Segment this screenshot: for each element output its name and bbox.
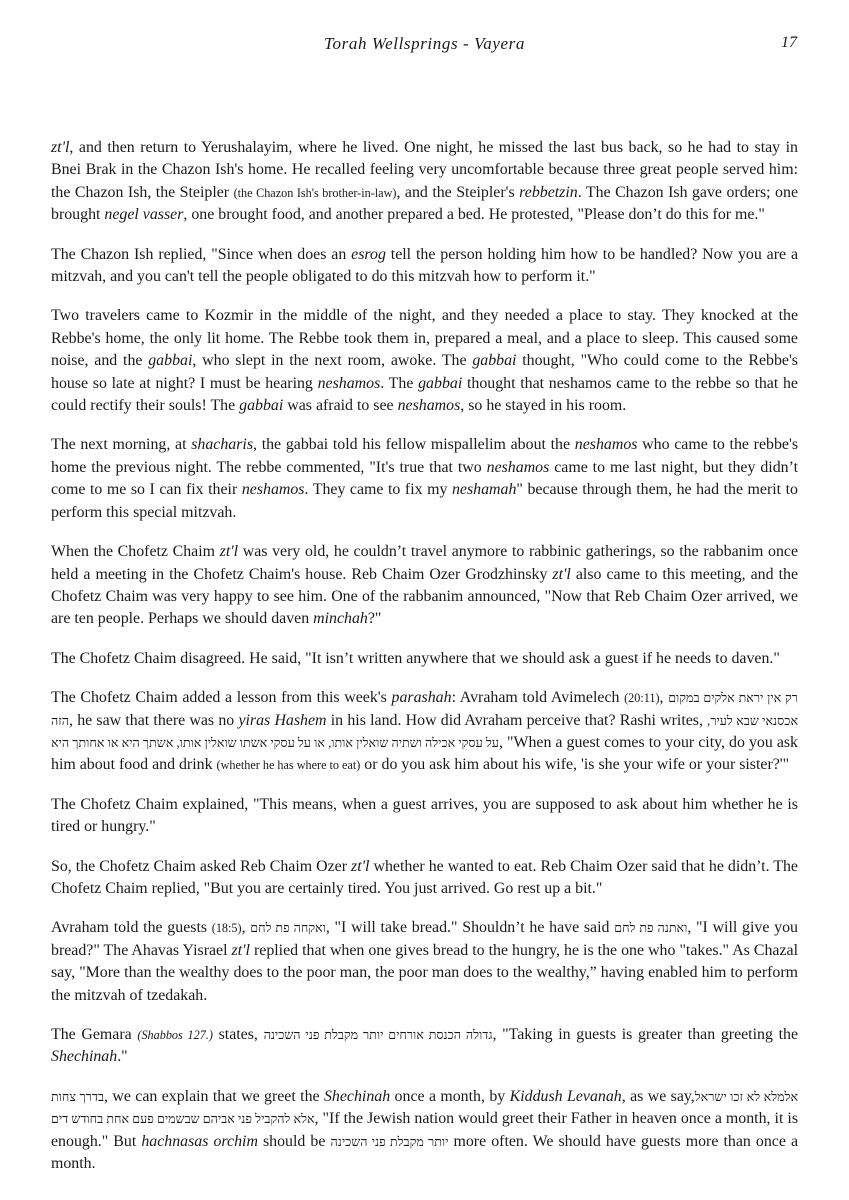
italic-term: minchah	[313, 610, 368, 628]
paragraph	[51, 137, 798, 227]
text-run: thought that neshamos came to the rebbe so that he could rectify their souls! The	[51, 374, 798, 415]
text-run: , he saw that there was no	[69, 711, 239, 729]
text-run: , who slept in the next room, awoke. The	[192, 352, 473, 370]
italic-term: Shechinah	[51, 1048, 118, 1066]
text-run: Two travelers came to Kozmir in the middle of the night, and they needed a place to stay. They knocked at the Rebbe's home, the only lit home. The Rebbe took them in, prepared a meal, and a place to sleep. This caused some noise, and the	[51, 307, 798, 370]
paragraph	[51, 434, 798, 524]
paragraph	[51, 1086, 798, 1176]
text-run: tell the person holding him how to be handled? Now you are a mitzvah, and you can't tell the people obligated to do this mitzvah how to perform it."	[51, 245, 799, 286]
text-run: was afraid to see	[283, 397, 398, 415]
text-run: The Chofetz Chaim disagreed. He said, "It isn’t written anywhere that we should ask a guest if he needs to daven."	[51, 649, 780, 667]
italic-term: gabbai	[239, 397, 284, 415]
italic-term: zt'l	[351, 857, 370, 875]
hebrew-quote: גדולה הכנסת אורחים יותר מקבלת פני השכינה	[263, 1028, 493, 1042]
italic-term: hachnasas orchim	[141, 1132, 258, 1150]
citation: (18:5)	[211, 921, 242, 936]
text-run: , "If the Jewish nation would greet their Father in heaven once a month, it is enough." But	[51, 1110, 799, 1150]
paragraph	[51, 856, 798, 901]
text-run: : Avraham told Avimelech	[451, 689, 625, 707]
hebrew-quote: אכסנאי שבא לעיר, על עסקי אכילה ושתיה שואלין אותו, או על עסקי אשתו שואלין אותו, אשתך היא או אחותך היא	[51, 713, 798, 750]
paragraph	[51, 794, 798, 839]
paragraph	[51, 917, 798, 1007]
text-run: should be	[257, 1132, 331, 1150]
text-run: , so he stayed in his room.	[460, 397, 627, 415]
text-run: once a month, by	[390, 1087, 510, 1105]
italic-term: Kiddush Levanah	[509, 1087, 622, 1105]
italic-term: zt'l	[552, 565, 571, 583]
text-run: . The Chazon Ish gave orders; one brought	[51, 183, 799, 224]
text-run: The Chofetz Chaim explained, "This means, when a guest arrives, you are supposed to ask about him whether he is tired or hungry."	[51, 795, 798, 836]
italic-term: neshamos	[397, 397, 461, 415]
italic-term: negel vasser	[104, 206, 184, 224]
text-run: in his land. How did Avraham perceive that? Rashi writes,	[326, 711, 708, 729]
text-run: ,	[659, 689, 669, 707]
text-run: The next morning, at	[51, 436, 192, 454]
text-run: , and the Steipler's	[396, 183, 520, 201]
hebrew-quote: רק אין יראת אלקים במקום הזה	[51, 691, 798, 728]
citation: (20:11)	[624, 691, 660, 706]
italic-term: zt'l	[219, 543, 239, 561]
text-run: came to me last night, but they didn’t come to me so I can fix their	[51, 458, 798, 499]
hebrew-quote: ואקחה פת לחם	[250, 921, 326, 936]
text-run: . The	[380, 374, 419, 392]
text-run: was very old, he couldn’t travel anymore to rabbinic gatherings, so the rabbanim once held a meeting in the Chofetz Chaim's house. Reb Chaim Ozer Grodzhinsky	[51, 543, 798, 583]
text-run: also came to this meeting, and the Chofetz Chaim was very happy to see him. One of the rabbanim announced, "Now that Reb Chaim Ozer arrived, we are ten people. Perhaps we should daven	[51, 565, 798, 628]
italic-term: esrog	[351, 245, 386, 263]
hebrew-quote: ואתנה פת לחם	[614, 921, 688, 936]
text-run: The Gemara	[51, 1026, 138, 1043]
text-run: , "When a guest comes to your city, do you ask him about food and drink	[51, 733, 799, 774]
citation: (Shabbos 127.)	[137, 1028, 213, 1042]
italic-term: neshamah	[451, 481, 517, 499]
italic-term: zt'l	[51, 139, 70, 156]
text-run: , "I will take bread." Shouldn’t he have said	[325, 919, 615, 937]
text-run: The Chofetz Chaim added a lesson from this week's	[51, 689, 392, 707]
page-header	[0, 34, 849, 58]
text-run: or do you ask him about his wife, 'is she your wife or your sister?'"	[360, 756, 790, 774]
text-run: thought, "Who could come to the Rebbe's house so late at night? I must be hearing	[51, 352, 798, 392]
italic-term: gabbai	[148, 352, 193, 370]
paragraph	[51, 244, 798, 289]
text-run: ,	[241, 919, 251, 937]
paragraph	[51, 687, 798, 777]
text-run: , "Taking in guests is greater than greeting the	[492, 1026, 799, 1043]
text-run: , and then return to Yerushalayim, where he lived. One night, he missed the last bus back, so he had to stay in Bnei Brak in the Chazon Ish's home. He recalled feeling very uncomfortable because three great people served him: the Chazon Ish, the Steipler	[51, 139, 798, 201]
paragraph	[51, 648, 798, 670]
text-run: more often. We should have guests more than once a month.	[51, 1132, 798, 1173]
paragraph	[51, 541, 798, 631]
hebrew-quote: בדרך צחות	[51, 1089, 105, 1104]
text-run: The Chazon Ish replied, "Since when does an	[51, 245, 352, 263]
italic-term: zt'l	[231, 941, 250, 959]
text-run: whether he wanted to eat. Reb Chaim Ozer said that he didn’t. The Chofetz Chaim replied, "But you are certainly tired. You just arrived. Go rest up a bit."	[51, 857, 798, 897]
text-run: states,	[212, 1026, 264, 1043]
italic-term: neshamos	[574, 436, 638, 454]
hebrew-quote: יותר מקבלת פני השכינה	[330, 1134, 449, 1149]
text-run: , one brought food, and another prepared a bed. He protested, "Please don’t do this for me."	[183, 206, 765, 224]
text-run: replied that when one gives bread to the hungry, he is the one who "takes." As Chazal say, "More than the wealthy does to the poor man, the poor man does to the wealthy,” having enabled him to perform the mitzvah of tzedakah.	[51, 941, 798, 1004]
text-run: , "I will give you bread?" The Ahavas Yisrael	[51, 919, 798, 959]
running-title: Torah Wellsprings - Vayera	[324, 34, 525, 53]
italic-term: Shechinah	[323, 1087, 391, 1105]
italic-term: rebbetzin	[519, 183, 578, 201]
text-run: , as we say,	[621, 1087, 695, 1105]
text-run: " because through them, he had the merit to perform this special mitzvah.	[51, 481, 799, 521]
citation: (the Chazon Ish's brother-in-law)	[233, 185, 397, 200]
paragraph	[51, 305, 798, 417]
text-run: . They came to fix my	[304, 481, 452, 499]
text-run: Avraham told the guests	[51, 919, 212, 937]
page-number: 17	[781, 34, 797, 51]
text-run: , the gabbai told his fellow mispallelim about the	[253, 436, 575, 454]
text-run: , we can explain that we greet the	[104, 1087, 324, 1105]
italic-term: shacharis	[191, 436, 254, 454]
text-run: ?"	[367, 610, 382, 628]
text-run: ."	[117, 1048, 128, 1066]
text-run: So, the Chofetz Chaim asked Reb Chaim Ozer	[51, 857, 352, 875]
hebrew-quote: אלמלא לא זכו ישראל אלא להקביל פני אביהם שבשמים פעם אחת בחודש דים	[51, 1089, 799, 1127]
italic-term: gabbai	[418, 374, 463, 392]
text-run: When the Chofetz Chaim	[51, 543, 220, 561]
italic-term: neshamos	[486, 458, 550, 476]
italic-term: parashah	[391, 689, 452, 707]
citation: (whether he has where to eat)	[216, 758, 361, 773]
italic-term: neshamos	[241, 481, 305, 499]
paragraph	[51, 1024, 798, 1069]
italic-term: gabbai	[472, 352, 517, 370]
text-run: who came to the rebbe's home the previous night. The rebbe commented, "It's true that two	[51, 436, 799, 476]
italic-term: yiras Hashem	[238, 711, 327, 729]
page-body	[51, 137, 798, 1175]
italic-term: neshamos	[317, 374, 381, 392]
